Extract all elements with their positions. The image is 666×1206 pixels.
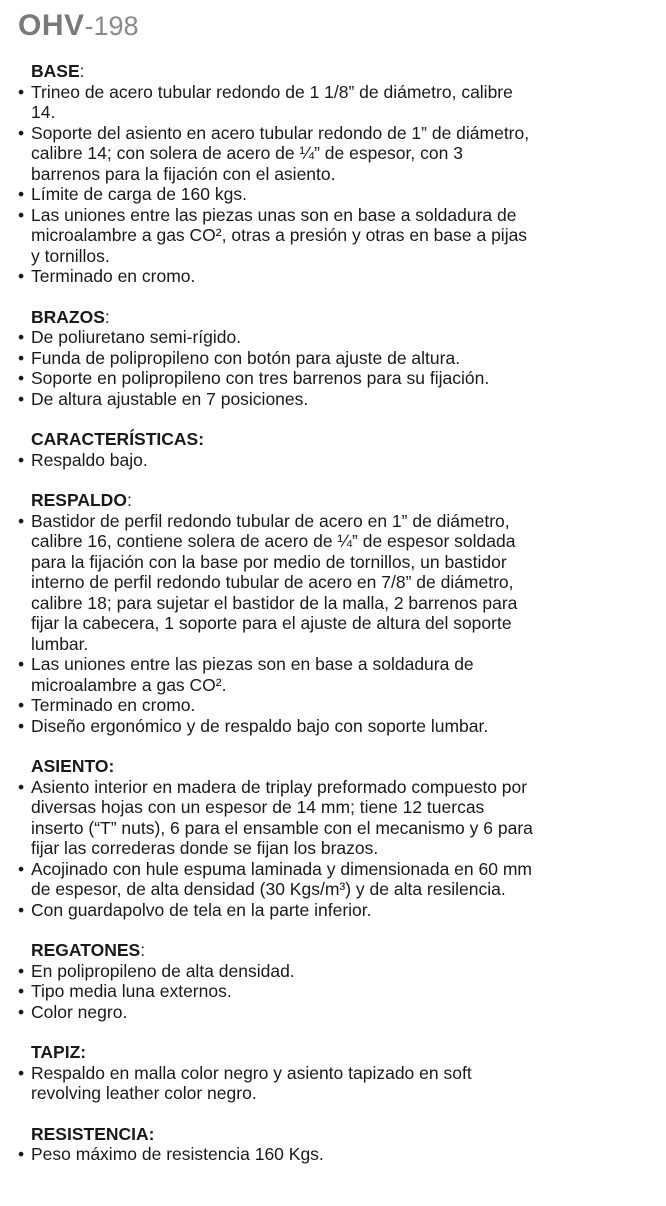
- list-item: • En polipropileno de alta densidad.: [18, 961, 648, 982]
- section-tapiz: [18, 1042, 648, 1104]
- bullet-list: [18, 777, 648, 921]
- section-heading: RESISTENCIA:: [31, 1123, 155, 1144]
- list-item: • Terminado en cromo.: [18, 695, 648, 716]
- bullet-list: [18, 450, 648, 471]
- list-item: • Acojinado con hule espuma laminada y dimensionada en 60 mm de espesor, de alta densidad (30 Kgs/m³) y de alta resilencia.: [18, 859, 648, 900]
- list-item: • Tipo media luna externos.: [18, 981, 648, 1002]
- section-regatones: [18, 940, 648, 1022]
- list-item: • Respaldo bajo.: [18, 450, 648, 471]
- list-item: • Color negro.: [18, 1002, 648, 1023]
- section-heading: BRAZOS:: [31, 306, 110, 327]
- list-item: • Diseño ergonómico y de respaldo bajo con soporte lumbar.: [18, 716, 648, 737]
- section-heading: CARACTERÍSTICAS:: [31, 429, 205, 449]
- list-item: • Peso máximo de resistencia 160 Kgs.: [18, 1144, 648, 1165]
- model-number: -198: [84, 11, 139, 41]
- bullet-list: [18, 511, 648, 737]
- list-item: • Asiento interior en madera de triplay preformado compuesto por diversas hojas con un espesor de 14 mm; tiene 12 tuercas inserto (“T” nuts), 6 para el ensamble con el mecanismo y 6 para fijar las correderas donde se fijan los brazos.: [18, 777, 648, 859]
- section-resistencia: [18, 1124, 648, 1165]
- section-caracteristicas: [18, 429, 648, 470]
- list-item: • Soporte en polipropileno con tres barrenos para su fijación.: [18, 368, 648, 389]
- section-brazos: [18, 307, 648, 410]
- list-item: • Funda de polipropileno con botón para ajuste de altura.: [18, 348, 648, 369]
- list-item: • Terminado en cromo.: [18, 266, 648, 287]
- product-title: [18, 10, 648, 50]
- list-item: • De altura ajustable en 7 posiciones.: [18, 389, 648, 410]
- bullet-list: [18, 961, 648, 1023]
- section-asiento: [18, 756, 648, 920]
- bullet-list: [18, 1063, 648, 1104]
- list-item: • Soporte del asiento en acero tubular redondo de 1” de diámetro, calibre 14; con solera de acero de ¼” de espesor, con 3 barrenos para la fijación con el asiento.: [18, 123, 648, 185]
- list-item: • Respaldo en malla color negro y asiento tapizado en soft revolving leather color negro.: [18, 1063, 648, 1104]
- bullet-list: [18, 1144, 648, 1165]
- section-heading: TAPIZ:: [31, 1042, 87, 1062]
- list-item: • Las uniones entre las piezas unas son en base a soldadura de microalambre a gas CO², otras a presión y otras en base a pijas y tornillos.: [18, 205, 648, 267]
- list-item: • Límite de carga de 160 kgs.: [18, 184, 648, 205]
- section-respaldo: [18, 490, 648, 736]
- list-item: • Bastidor de perfil redondo tubular de acero en 1” de diámetro, calibre 16, contiene solera de acero de ¼” de espesor soldada para la fijación con la base por medio de tornillos, un bastidor interno de perfil redondo tubular de acero en 7/8” de diámetro, calibre 18; para sujetar el bastidor de la malla, 2 barrenos para fijar la cabecera, 1 soporte para el ajuste de altura del soporte lumbar.: [18, 511, 648, 655]
- section-heading: REGATONES:: [31, 940, 146, 960]
- list-item: • Las uniones entre las piezas son en base a soldadura de microalambre a gas CO².: [18, 654, 648, 695]
- list-item: • Con guardapolvo de tela en la parte inferior.: [18, 900, 648, 921]
- list-item: • De poliuretano semi-rígido.: [18, 327, 648, 348]
- section-heading: ASIENTO:: [31, 756, 115, 776]
- bullet-list: [18, 327, 648, 409]
- list-item: • Trineo de acero tubular redondo de 1 1/8” de diámetro, calibre 14.: [18, 82, 648, 123]
- section-base: [18, 61, 648, 287]
- section-heading: RESPALDO:: [31, 490, 132, 510]
- bullet-list: [18, 82, 648, 287]
- model-code: OHV: [18, 9, 85, 42]
- section-heading: BASE:: [31, 61, 85, 81]
